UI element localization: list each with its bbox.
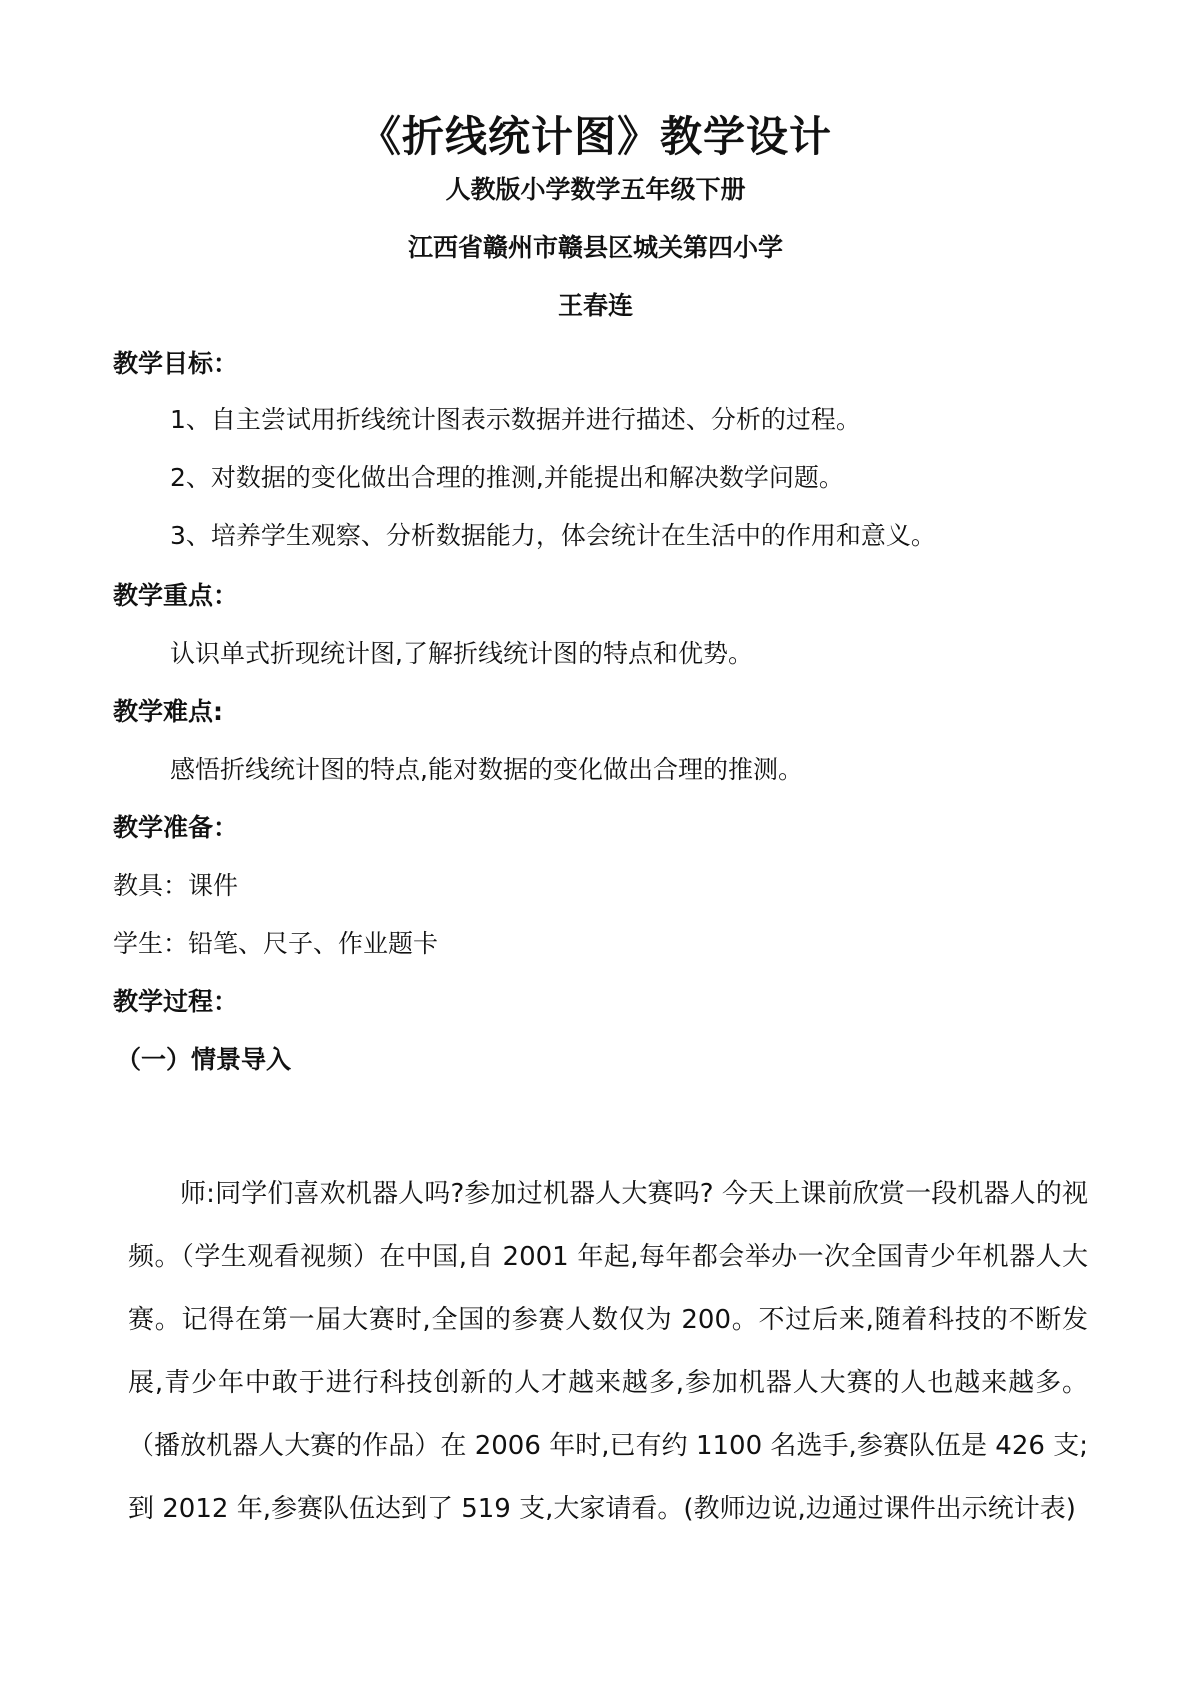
key-points-heading: 教学重点：	[113, 581, 239, 610]
preparation-heading: 教学准备：	[113, 813, 239, 842]
teacher-tools: 教具：课件	[113, 871, 239, 900]
school-subtitle: 江西省赣州市赣县区城关第四小学	[407, 233, 783, 262]
difficulties-text: 感悟折线统计图的特点,能对数据的变化做出合理的推测。	[170, 755, 803, 784]
document-title: 《折线统计图》教学设计	[358, 112, 832, 161]
difficulties-heading: 教学难点:	[113, 697, 223, 726]
objective-item: 2、对数据的变化做出合理的推测,并能提出和解决数学问题。	[170, 463, 844, 492]
objective-item: 1、自主尝试用折线统计图表示数据并进行描述、分析的过程。	[170, 405, 861, 434]
key-points-text: 认识单式折现统计图,了解折线统计图的特点和优势。	[170, 639, 753, 668]
edition-subtitle: 人教版小学数学五年级下册	[445, 175, 746, 204]
author-name: 王春连	[557, 291, 633, 320]
process-heading: 教学过程：	[113, 987, 239, 1016]
student-tools: 学生：铅笔、尺子、作业题卡	[113, 929, 439, 958]
objectives-heading: 教学目标：	[113, 349, 239, 378]
introduction-paragraph: 师:同学们喜欢机器人吗?参加过机器人大赛吗? 今天上课前欣赏一段机器人的视频。（学生观看视频）在中国,自 2001 年起,每年都会举办一次全国青少年机器人大赛。记得在第一届大赛时,全国的参赛人数仅为 200。不过后来,随着科技的不断发展,青少年中敢于进行科技创新的人才越来越多,参加机器人大赛的人也越来越多。（播放机器人大赛的作品）在 2006 年时,已有约 1100 名选手,参赛队伍是 426 支;到 2012 年,参赛队伍达到了 519 支,大家请看。(教师边说,边通过课件出示统计表)	[128, 1179, 1088, 1524]
objective-item: 3、培养学生观察、分析数据能力，体会统计在生活中的作用和意义。	[170, 521, 936, 550]
section-one-heading: （一）情景导入	[116, 1045, 292, 1074]
